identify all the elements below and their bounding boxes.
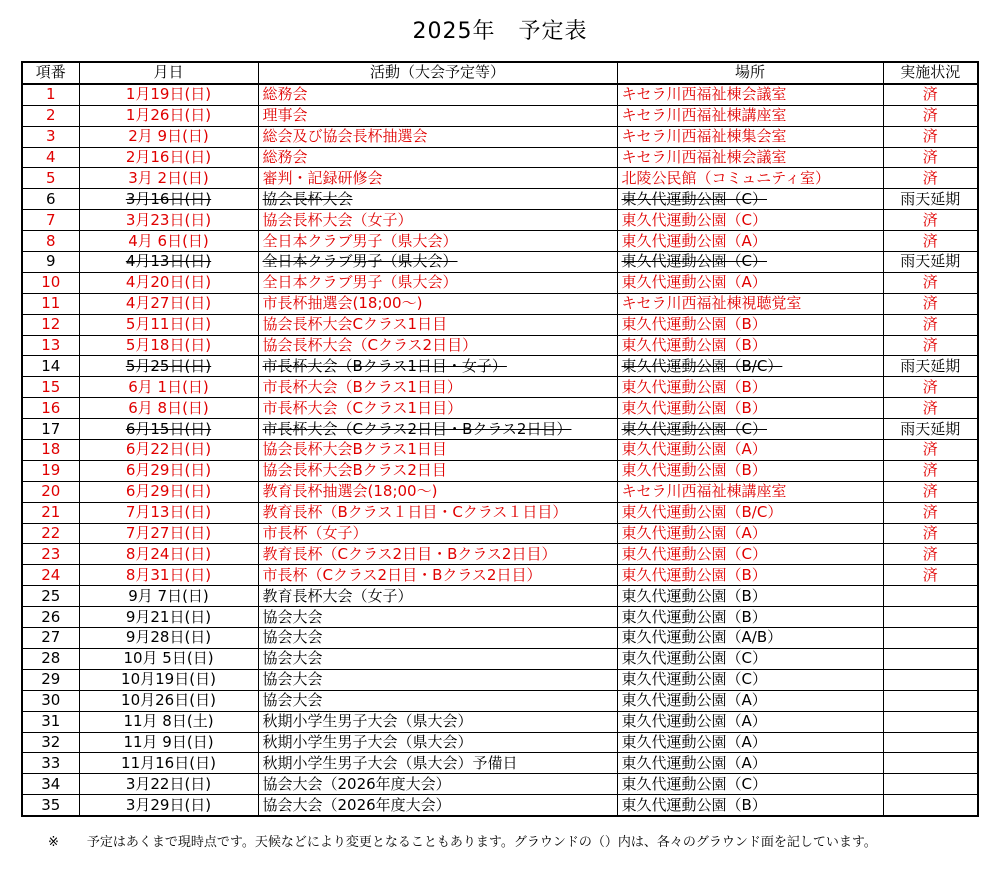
row-status: 済: [883, 398, 978, 419]
row-number: 1: [22, 84, 79, 105]
table-body: [22, 84, 978, 816]
row-place: 北陵公民館（コミュニティ室）: [617, 168, 883, 189]
row-place: 東久代運動公園（B）: [617, 377, 883, 398]
row-place: 東久代運動公園（A）: [617, 711, 883, 732]
table-row: [22, 586, 978, 607]
row-date: 5月11日(日): [79, 314, 258, 335]
page-title: 2025年 予定表: [412, 19, 588, 44]
row-place: 東久代運動公園（A）: [617, 732, 883, 753]
header-activity: 活動（大会予定等）: [258, 62, 617, 84]
row-place: 東久代運動公園（B）: [617, 607, 883, 628]
row-number: 16: [22, 398, 79, 419]
header-number: 項番: [22, 62, 79, 84]
row-date: 1月26日(日): [79, 105, 258, 126]
table-row: [22, 272, 978, 293]
table-row: [22, 105, 978, 126]
row-activity: 教育長杯（Bクラス１日目・Cクラス１日目）: [258, 502, 617, 523]
row-activity: 理事会: [258, 105, 617, 126]
row-date: 5月18日(日): [79, 335, 258, 356]
row-activity: 協会長杯大会Bクラス1日目: [258, 440, 617, 461]
row-status: 済: [883, 126, 978, 147]
row-date: 10月19日(日): [79, 669, 258, 690]
row-status: [883, 669, 978, 690]
row-place: 東久代運動公園（C）: [617, 648, 883, 669]
row-number: 20: [22, 481, 79, 502]
table-row: [22, 607, 978, 628]
schedule-table: [21, 61, 979, 817]
table-header-row: [22, 62, 978, 84]
row-date: 4月13日(日): [79, 252, 258, 273]
row-number: 35: [22, 795, 79, 816]
row-number: 15: [22, 377, 79, 398]
row-place: 東久代運動公園（B）: [617, 398, 883, 419]
row-activity: 協会長杯大会（Cクラス2日目）: [258, 335, 617, 356]
row-number: 3: [22, 126, 79, 147]
table-row: [22, 293, 978, 314]
row-place: 東久代運動公園（A/B）: [617, 628, 883, 649]
row-activity: 総務会: [258, 147, 617, 168]
row-status: 済: [883, 544, 978, 565]
row-number: 7: [22, 210, 79, 231]
row-activity: 協会長杯大会: [258, 189, 617, 210]
row-place: キセラ川西福祉棟会議室: [617, 147, 883, 168]
row-activity: 市長杯大会（Cクラス2日目・Bクラス2日目）: [258, 419, 617, 440]
row-place: 東久代運動公園（A）: [617, 440, 883, 461]
row-date: 6月29日(日): [79, 481, 258, 502]
row-status: 済: [883, 481, 978, 502]
table-row: [22, 565, 978, 586]
footnote: [48, 831, 877, 850]
footnote-text: 予定はあくまで現時点です。天候などにより変更となることもあります。グラウンドの（）内は、各々のグラウンド面を記しています。: [86, 835, 877, 850]
row-number: 32: [22, 732, 79, 753]
row-activity: 協会大会: [258, 690, 617, 711]
row-place: 東久代運動公園（B/C）: [617, 356, 883, 377]
row-number: 23: [22, 544, 79, 565]
row-status: [883, 732, 978, 753]
table-row: [22, 774, 978, 795]
row-number: 28: [22, 648, 79, 669]
row-place: 東久代運動公園（A）: [617, 523, 883, 544]
row-activity: 協会大会: [258, 648, 617, 669]
row-activity: 協会長杯大会Cクラス1日目: [258, 314, 617, 335]
row-activity: 協会大会: [258, 669, 617, 690]
row-status: [883, 690, 978, 711]
row-number: 17: [22, 419, 79, 440]
row-date: 11月 8日(土): [79, 711, 258, 732]
row-date: 4月27日(日): [79, 293, 258, 314]
row-date: 9月21日(日): [79, 607, 258, 628]
row-number: 34: [22, 774, 79, 795]
row-status: [883, 753, 978, 774]
row-number: 27: [22, 628, 79, 649]
row-number: 12: [22, 314, 79, 335]
row-date: 6月 1日(日): [79, 377, 258, 398]
row-place: キセラ川西福祉棟会議室: [617, 84, 883, 105]
row-number: 9: [22, 252, 79, 273]
row-activity: 協会大会（2026年度大会）: [258, 795, 617, 816]
row-number: 4: [22, 147, 79, 168]
row-status: 済: [883, 314, 978, 335]
row-date: 3月 2日(日): [79, 168, 258, 189]
row-number: 24: [22, 565, 79, 586]
header-date: 月日: [79, 62, 258, 84]
row-date: 2月16日(日): [79, 147, 258, 168]
row-status: 済: [883, 377, 978, 398]
table-row: [22, 314, 978, 335]
row-date: 7月13日(日): [79, 502, 258, 523]
table-row: [22, 398, 978, 419]
row-activity: 全日本クラブ男子（県大会）: [258, 231, 617, 252]
row-status: [883, 795, 978, 816]
table-row: [22, 732, 978, 753]
table-row: [22, 544, 978, 565]
row-place: 東久代運動公園（C）: [617, 669, 883, 690]
row-date: 3月23日(日): [79, 210, 258, 231]
row-place: 東久代運動公園（C）: [617, 189, 883, 210]
table-row: [22, 231, 978, 252]
table-row: [22, 753, 978, 774]
row-date: 9月 7日(日): [79, 586, 258, 607]
row-place: 東久代運動公園（B）: [617, 586, 883, 607]
row-place: 東久代運動公園（B）: [617, 335, 883, 356]
row-activity: 市長杯抽選会(18;00～): [258, 293, 617, 314]
row-place: キセラ川西福祉棟講座室: [617, 481, 883, 502]
row-status: [883, 711, 978, 732]
row-date: 4月 6日(日): [79, 231, 258, 252]
row-number: 19: [22, 460, 79, 481]
row-status: [883, 607, 978, 628]
row-date: 4月20日(日): [79, 272, 258, 293]
row-number: 11: [22, 293, 79, 314]
row-date: 6月 8日(日): [79, 398, 258, 419]
row-activity: 総務会: [258, 84, 617, 105]
row-number: 14: [22, 356, 79, 377]
row-number: 10: [22, 272, 79, 293]
row-activity: 協会長杯大会（女子）: [258, 210, 617, 231]
row-place: キセラ川西福祉棟集会室: [617, 126, 883, 147]
row-number: 18: [22, 440, 79, 461]
table-row: [22, 189, 978, 210]
row-number: 31: [22, 711, 79, 732]
row-date: 5月25日(日): [79, 356, 258, 377]
table-row: [22, 628, 978, 649]
table-row: [22, 210, 978, 231]
row-date: 1月19日(日): [79, 84, 258, 105]
row-number: 22: [22, 523, 79, 544]
row-place: 東久代運動公園（B/C）: [617, 502, 883, 523]
row-status: 済: [883, 523, 978, 544]
row-place: 東久代運動公園（C）: [617, 774, 883, 795]
row-activity: 審判・記録研修会: [258, 168, 617, 189]
header-place: 場所: [617, 62, 883, 84]
row-status: 雨天延期: [883, 189, 978, 210]
row-activity: 協会長杯大会Bクラス2日目: [258, 460, 617, 481]
row-date: 6月29日(日): [79, 460, 258, 481]
row-status: 済: [883, 440, 978, 461]
row-activity: 協会大会: [258, 607, 617, 628]
row-activity: 全日本クラブ男子（県大会）: [258, 252, 617, 273]
table-row: [22, 126, 978, 147]
row-number: 2: [22, 105, 79, 126]
row-status: 雨天延期: [883, 252, 978, 273]
row-status: 済: [883, 460, 978, 481]
row-status: 済: [883, 105, 978, 126]
row-date: 7月27日(日): [79, 523, 258, 544]
row-activity: 総会及び協会長杯抽選会: [258, 126, 617, 147]
header-status: 実施状況: [883, 62, 978, 84]
row-activity: 協会大会（2026年度大会）: [258, 774, 617, 795]
row-place: 東久代運動公園（C）: [617, 544, 883, 565]
row-activity: 協会大会: [258, 628, 617, 649]
row-status: 済: [883, 335, 978, 356]
row-status: [883, 648, 978, 669]
row-status: [883, 586, 978, 607]
row-date: 3月16日(日): [79, 189, 258, 210]
row-number: 26: [22, 607, 79, 628]
row-date: 8月24日(日): [79, 544, 258, 565]
table-row: [22, 419, 978, 440]
table-row: [22, 711, 978, 732]
row-date: 11月 9日(日): [79, 732, 258, 753]
table-row: [22, 377, 978, 398]
row-place: 東久代運動公園（B）: [617, 795, 883, 816]
row-number: 8: [22, 231, 79, 252]
row-number: 30: [22, 690, 79, 711]
row-activity: 秋期小学生男子大会（県大会）: [258, 711, 617, 732]
row-number: 21: [22, 502, 79, 523]
row-place: 東久代運動公園（A）: [617, 690, 883, 711]
table-row: [22, 460, 978, 481]
row-place: 東久代運動公園（A）: [617, 753, 883, 774]
table-row: [22, 356, 978, 377]
row-activity: 全日本クラブ男子（県大会）: [258, 272, 617, 293]
row-activity: 市長杯大会（Bクラス1日目・女子）: [258, 356, 617, 377]
row-date: 9月28日(日): [79, 628, 258, 649]
row-activity: 教育長杯（Cクラス2日目・Bクラス2日目）: [258, 544, 617, 565]
table-row: [22, 84, 978, 105]
row-activity: 市長杯大会（Cクラス1日目）: [258, 398, 617, 419]
row-status: 済: [883, 502, 978, 523]
table-row: [22, 690, 978, 711]
table-row: [22, 168, 978, 189]
table-row: [22, 523, 978, 544]
row-date: 11月16日(日): [79, 753, 258, 774]
row-place: 東久代運動公園（C）: [617, 210, 883, 231]
table-row: [22, 440, 978, 461]
row-date: 6月15日(日): [79, 419, 258, 440]
row-place: 東久代運動公園（A）: [617, 231, 883, 252]
row-status: 済: [883, 147, 978, 168]
table-row: [22, 648, 978, 669]
row-activity: 市長杯大会（Bクラス1日目）: [258, 377, 617, 398]
row-place: キセラ川西福祉棟視聴覚室: [617, 293, 883, 314]
row-status: 済: [883, 293, 978, 314]
row-number: 33: [22, 753, 79, 774]
row-number: 6: [22, 189, 79, 210]
row-date: 3月22日(日): [79, 774, 258, 795]
row-place: 東久代運動公園（A）: [617, 272, 883, 293]
row-status: 済: [883, 210, 978, 231]
row-activity: 秋期小学生男子大会（県大会）予備日: [258, 753, 617, 774]
row-status: [883, 774, 978, 795]
row-place: キセラ川西福祉棟講座室: [617, 105, 883, 126]
row-number: 25: [22, 586, 79, 607]
row-status: [883, 628, 978, 649]
row-place: 東久代運動公園（C）: [617, 419, 883, 440]
row-activity: 教育長杯抽選会(18;00～): [258, 481, 617, 502]
row-place: 東久代運動公園（B）: [617, 460, 883, 481]
row-status: 済: [883, 565, 978, 586]
row-place: 東久代運動公園（C）: [617, 252, 883, 273]
row-date: 3月29日(日): [79, 795, 258, 816]
row-date: 2月 9日(日): [79, 126, 258, 147]
table-row: [22, 335, 978, 356]
table-row: [22, 669, 978, 690]
row-status: 済: [883, 231, 978, 252]
footnote-mark: ※: [48, 835, 59, 850]
row-number: 29: [22, 669, 79, 690]
table-row: [22, 252, 978, 273]
row-status: 済: [883, 272, 978, 293]
row-date: 10月26日(日): [79, 690, 258, 711]
row-activity: 市長杯（Cクラス2日目・Bクラス2日目）: [258, 565, 617, 586]
row-place: 東久代運動公園（B）: [617, 314, 883, 335]
row-activity: 秋期小学生男子大会（県大会）: [258, 732, 617, 753]
row-status: 済: [883, 168, 978, 189]
row-date: 6月22日(日): [79, 440, 258, 461]
row-status: 済: [883, 84, 978, 105]
table-row: [22, 502, 978, 523]
row-place: 東久代運動公園（B）: [617, 565, 883, 586]
row-status: 雨天延期: [883, 356, 978, 377]
row-date: 8月31日(日): [79, 565, 258, 586]
row-date: 10月 5日(日): [79, 648, 258, 669]
table-row: [22, 481, 978, 502]
row-activity: 教育長杯大会（女子）: [258, 586, 617, 607]
row-activity: 市長杯（女子）: [258, 523, 617, 544]
row-number: 13: [22, 335, 79, 356]
table-row: [22, 795, 978, 816]
row-number: 5: [22, 168, 79, 189]
row-status: 雨天延期: [883, 419, 978, 440]
table-row: [22, 147, 978, 168]
